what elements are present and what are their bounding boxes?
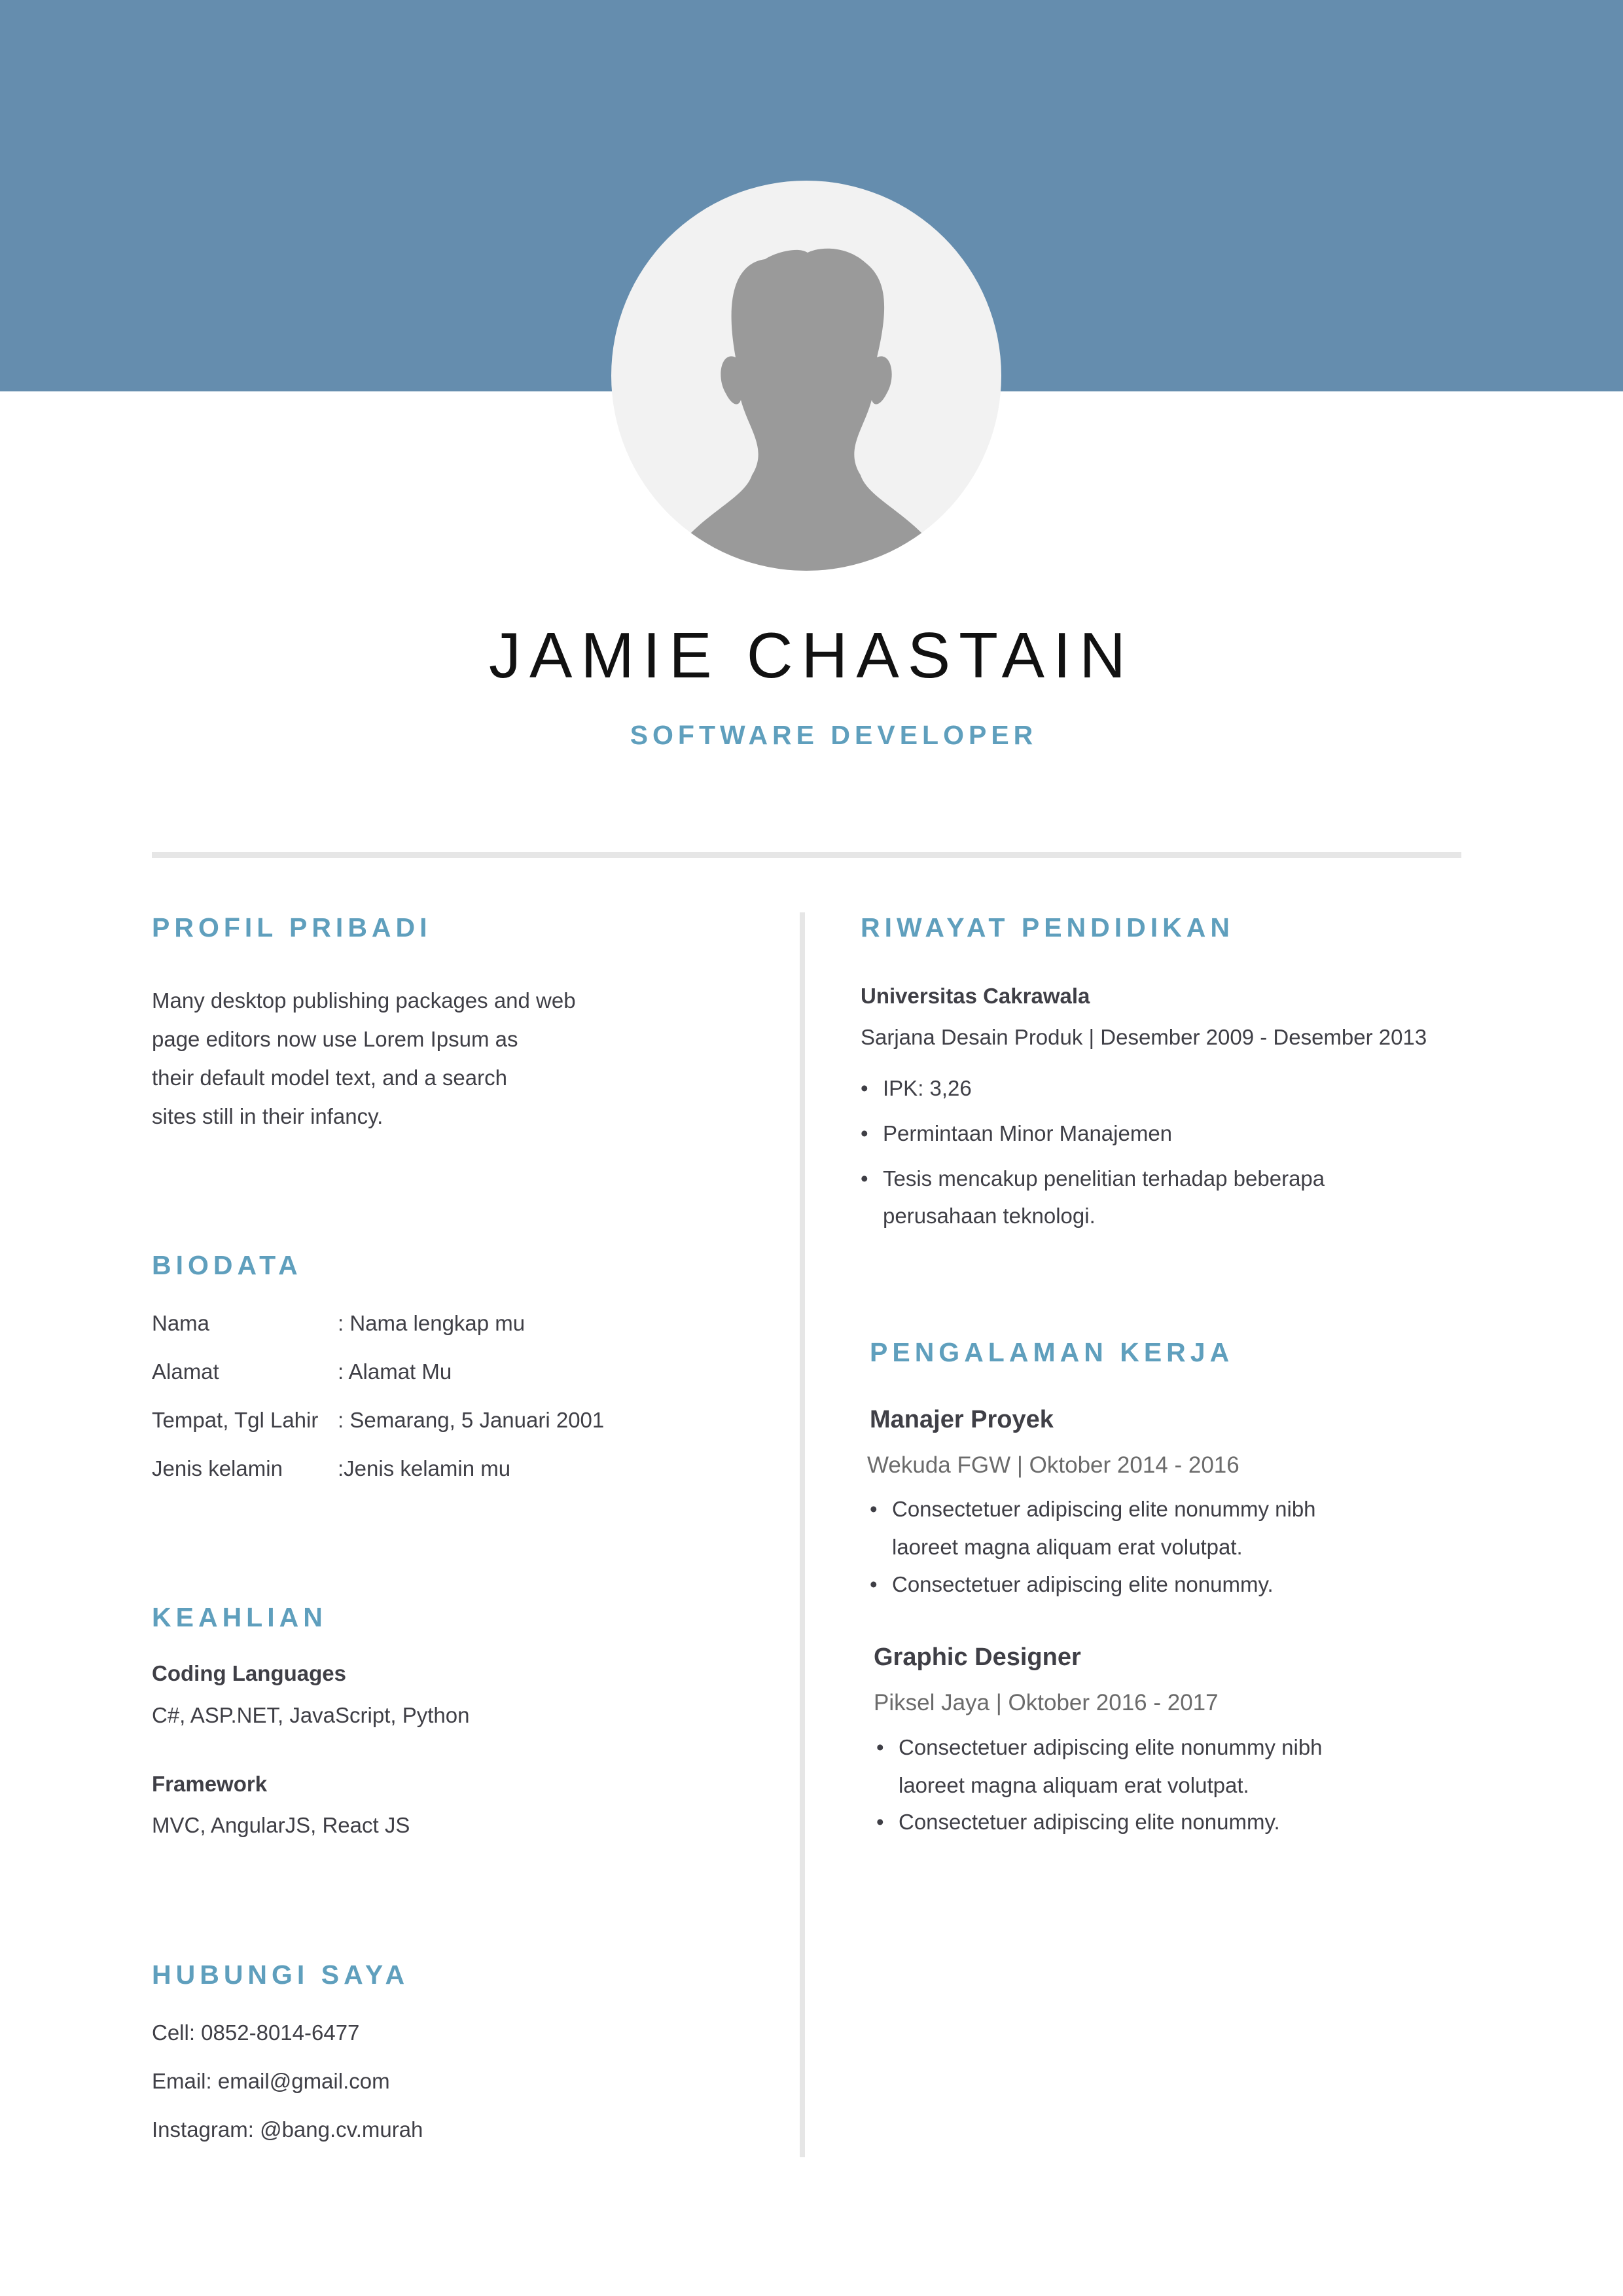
section-title-education: RIWAYAT PENDIDIKAN <box>861 912 1234 942</box>
profile-line: Many desktop publishing packages and web <box>152 988 576 1013</box>
section-title-contact: HUBUNGI SAYA <box>152 1960 410 1990</box>
contact-email: Email: email@gmail.com <box>152 2069 390 2093</box>
job-bullets <box>870 1490 1316 1528</box>
biodata-label: Nama <box>152 1311 210 1335</box>
job-title: Graphic Designer <box>874 1643 1081 1671</box>
job-bullet-continuation: laoreet magna aliquam erat volutpat. <box>892 1535 1243 1559</box>
person-silhouette-icon <box>611 181 1001 571</box>
job-company: Piksel Jaya | Oktober 2016 - 2017 <box>874 1690 1219 1715</box>
section-title-skills: KEAHLIAN <box>152 1602 327 1632</box>
biodata-label: Jenis kelamin <box>152 1456 283 1480</box>
biodata-value: :Jenis kelamin mu <box>338 1456 511 1480</box>
contact-cell: Cell: 0852-8014-6477 <box>152 2020 360 2045</box>
job-title: Manajer Proyek <box>870 1406 1054 1433</box>
avatar <box>611 181 1001 571</box>
education-bullets <box>861 1069 1325 1198</box>
education-bullet-continuation: perusahaan teknologi. <box>883 1204 1096 1228</box>
job-company: Wekuda FGW | Oktober 2014 - 2016 <box>867 1452 1240 1478</box>
profile-paragraph <box>152 981 576 1136</box>
list-item: • Consectetuer adipiscing elite nonummy nibh <box>876 1728 1323 1767</box>
biodata-label: Tempat, Tgl Lahir <box>152 1408 319 1432</box>
skill-text: C#, ASP.NET, JavaScript, Python <box>152 1703 470 1727</box>
biodata-value: : Alamat Mu <box>338 1359 452 1384</box>
horizontal-divider <box>152 852 1461 858</box>
job-bullets <box>876 1728 1323 1767</box>
job-bullet-continuation: laoreet magna aliquam erat volutpat. <box>899 1773 1249 1797</box>
biodata-value: : Nama lengkap mu <box>338 1311 526 1335</box>
job-bullets <box>870 1565 1274 1604</box>
person-name: JAMIE CHASTAIN <box>488 619 1135 691</box>
biodata-value: : Semarang, 5 Januari 2001 <box>338 1408 605 1432</box>
skill-heading: Coding Languages <box>152 1661 346 1685</box>
profile-line: sites still in their infancy. <box>152 1104 383 1128</box>
degree-detail: Sarjana Desain Produk | Desember 2009 - Desember 2013 <box>861 1025 1427 1049</box>
list-item: • Consectetuer adipiscing elite nonummy. <box>870 1565 1274 1604</box>
skill-heading: Framework <box>152 1772 268 1796</box>
school-name: Universitas Cakrawala <box>861 984 1090 1008</box>
vertical-divider <box>800 912 805 2157</box>
job-title: SOFTWARE DEVELOPER <box>630 720 1038 750</box>
profile-line: page editors now use Lorem Ipsum as <box>152 1027 518 1051</box>
profile-line: their default model text, and a search <box>152 1066 507 1090</box>
section-title-biodata: BIODATA <box>152 1250 302 1280</box>
contact-instagram: Instagram: @bang.cv.murah <box>152 2117 423 2142</box>
list-item: • IPK: 3,26 <box>861 1069 1325 1107</box>
section-title-profile: PROFIL PRIBADI <box>152 912 432 942</box>
job-bullets <box>876 1803 1280 1841</box>
skill-text: MVC, AngularJS, React JS <box>152 1813 410 1837</box>
biodata-label: Alamat <box>152 1359 219 1384</box>
list-item: • Tesis mencakup penelitian terhadap beberapa <box>861 1159 1325 1198</box>
list-item: • Consectetuer adipiscing elite nonummy. <box>876 1803 1280 1841</box>
list-item: • Permintaan Minor Manajemen <box>861 1114 1325 1153</box>
section-title-experience: PENGALAMAN KERJA <box>870 1337 1234 1367</box>
list-item: • Consectetuer adipiscing elite nonummy nibh <box>870 1490 1316 1528</box>
